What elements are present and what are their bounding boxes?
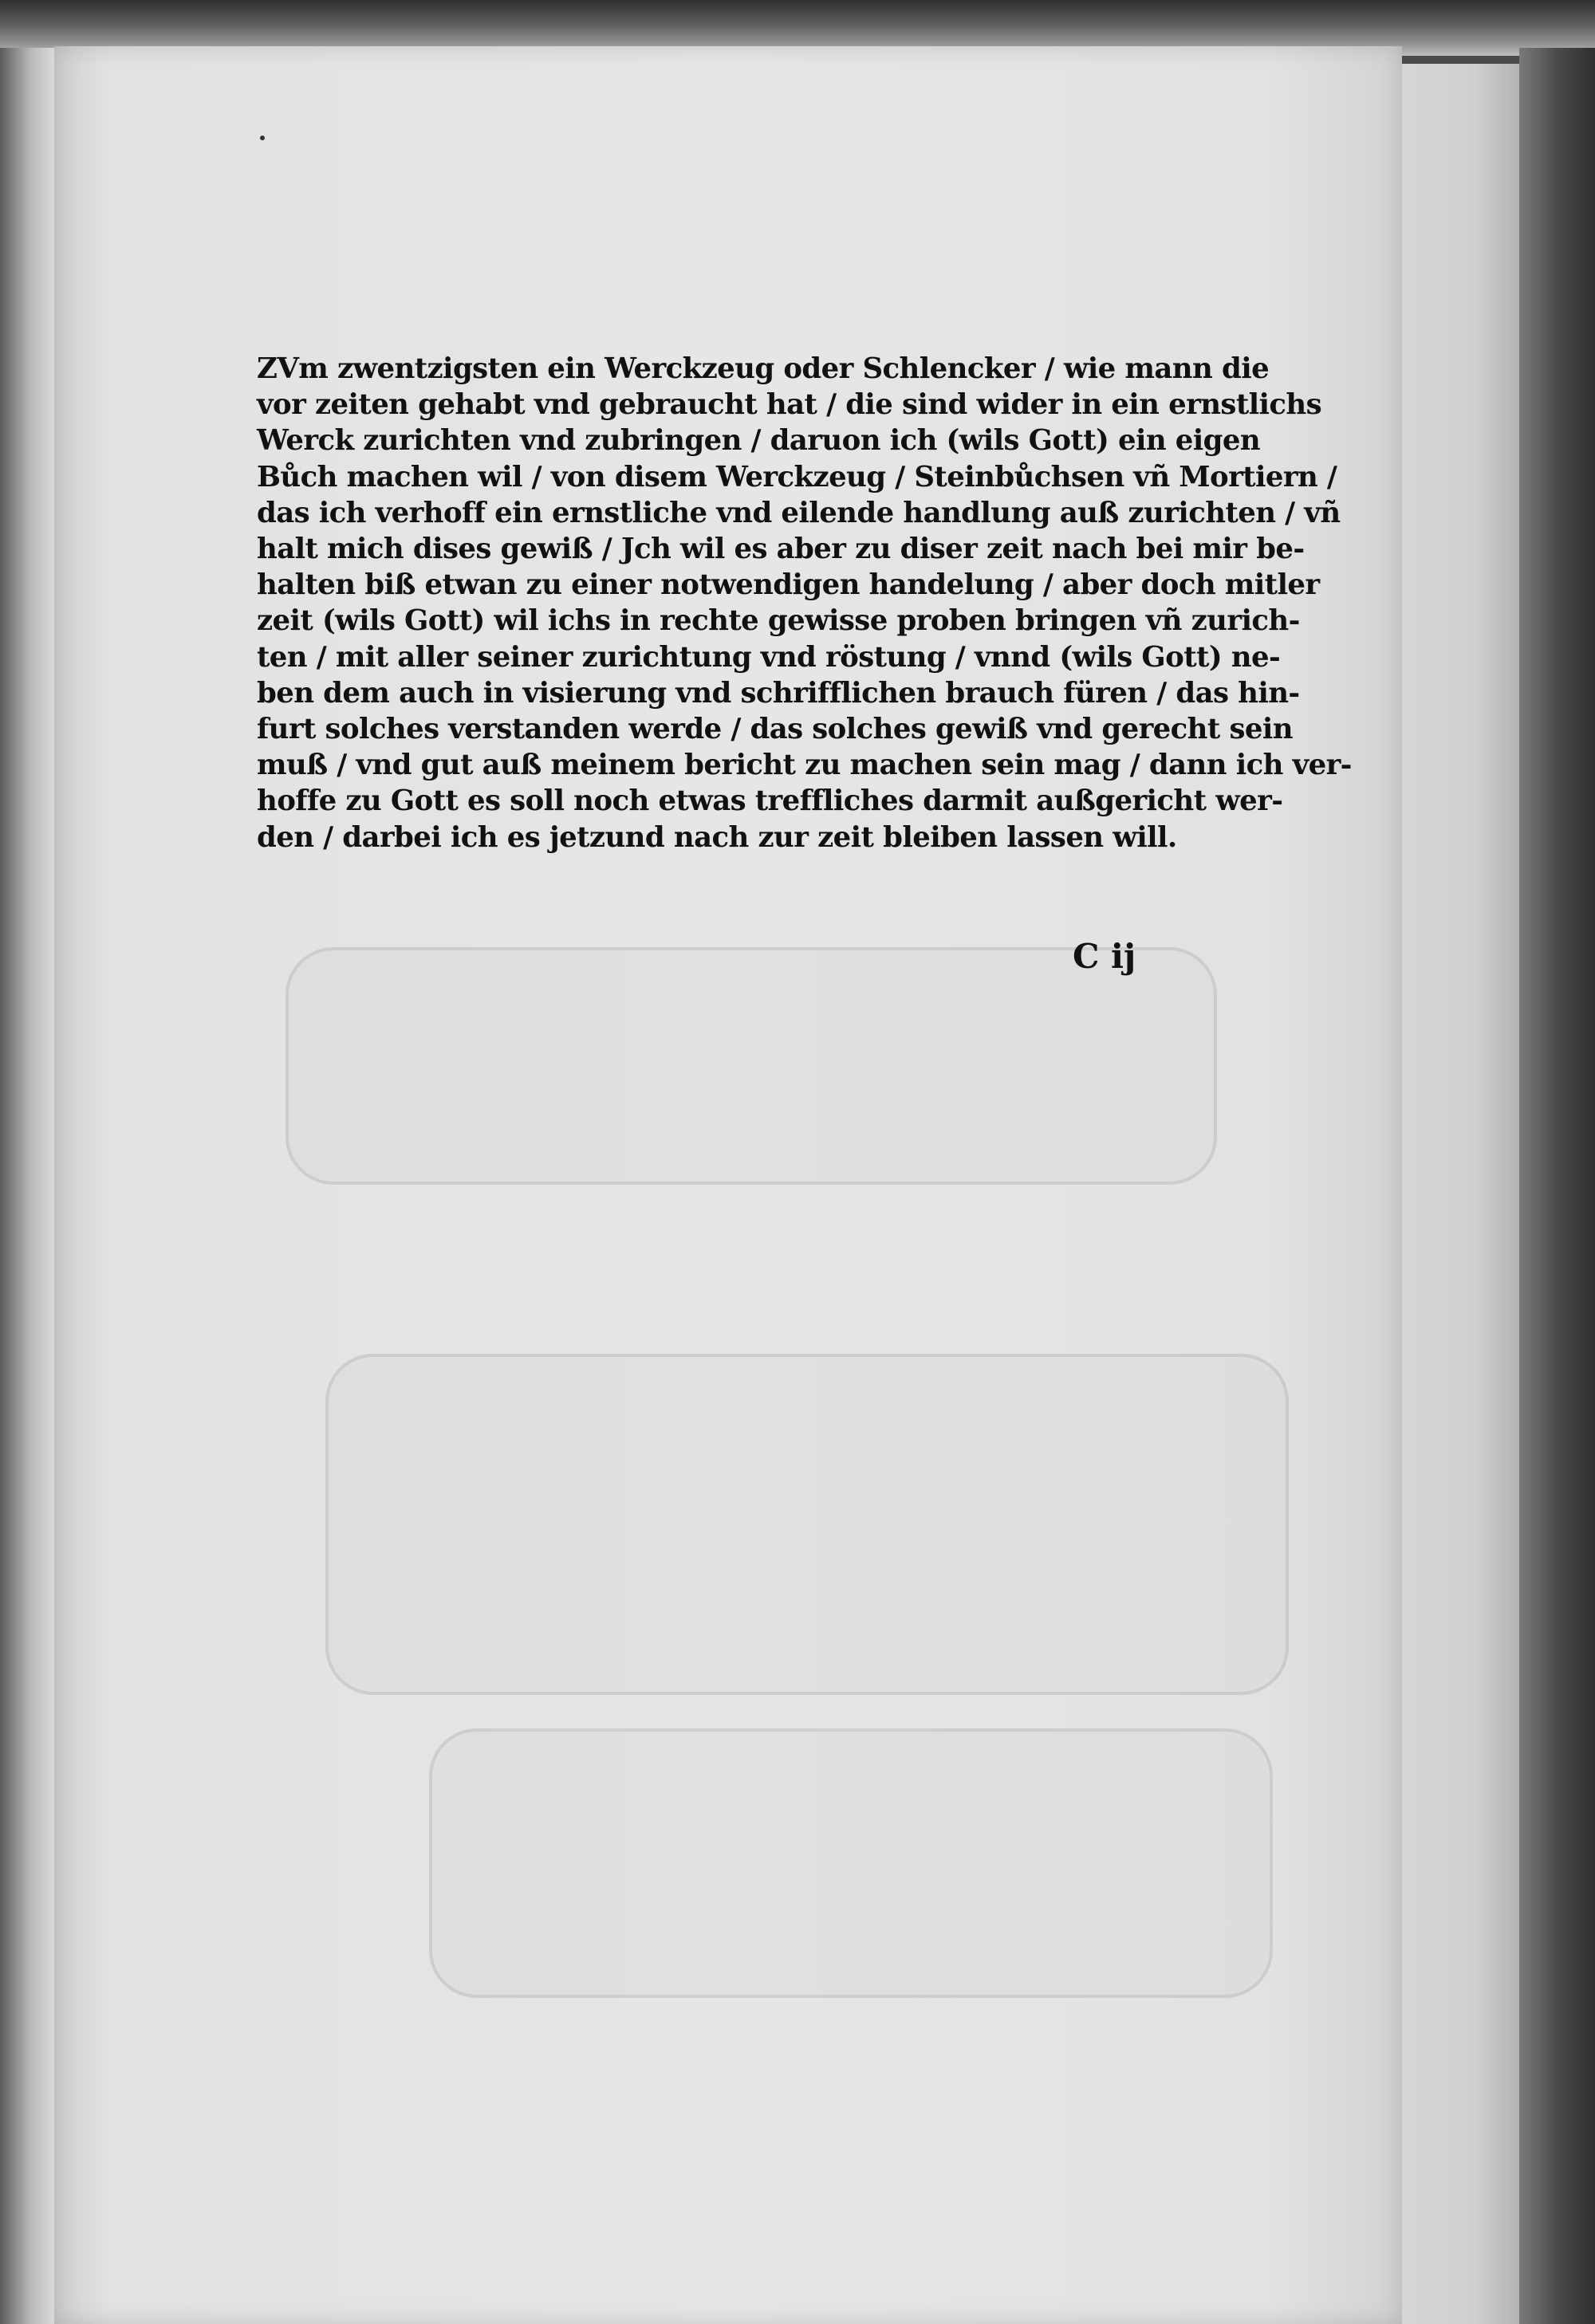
text-line: ZVm zwentzigsten ein Werckzeug oder Schlencker / wie mann die — [257, 352, 1270, 385]
bleed-through-cannon-1 — [286, 947, 1217, 1185]
right-cover-edge — [1519, 48, 1595, 2324]
text-line: Bůch machen wil / von disem Werckzeug / Steinbůchsen vñ Mortiern / — [257, 460, 1337, 494]
bleed-through-cannon-2 — [325, 1354, 1289, 1695]
bleed-through-cannon-3 — [429, 1728, 1273, 1998]
signature-mark: C ij — [1073, 937, 1136, 976]
text-line: Werck zurichten vnd zubringen / daruon ich (wils Gott) ein eigen — [257, 424, 1261, 458]
text-line: das ich verhoff ein ernstliche vnd eilende handlung auß zurichten / vñ — [257, 496, 1341, 529]
text-line: vor zeiten gehabt vnd gebraucht hat / die sind wider in ein ernstlichs — [257, 388, 1321, 422]
text-line: furt solches verstanden werde / das solches gewiß vnd gerecht sein — [257, 713, 1293, 746]
text-line: muß / vnd gut auß meinem bericht zu machen sein mag / dann ich ver- — [257, 749, 1352, 782]
text-line: halten biß etwan zu einer notwendigen handelung / aber doch mitler — [257, 568, 1320, 602]
text-line: halt mich dises gewiß / Jch wil es aber zu diser zeit nach bei mir be- — [257, 533, 1305, 566]
text-line: ben dem auch in visierung vnd schrifflichen brauch füren / das hin- — [257, 676, 1300, 710]
text-line: zeit (wils Gott) wil ichs in rechte gewisse proben bringen vñ zurich- — [257, 604, 1300, 638]
text-line: hoffe zu Gott es soll noch etwas treffliches darmit außgericht wer- — [257, 784, 1283, 818]
text-line: den / darbei ich es jetzund nach zur zeit bleiben lassen will. — [257, 820, 1177, 854]
ink-dot — [260, 136, 265, 140]
body-text — [257, 351, 1352, 855]
text-line: ten / mit aller seiner zurichtung vnd röstung / vnnd (wils Gott) ne- — [257, 640, 1281, 674]
